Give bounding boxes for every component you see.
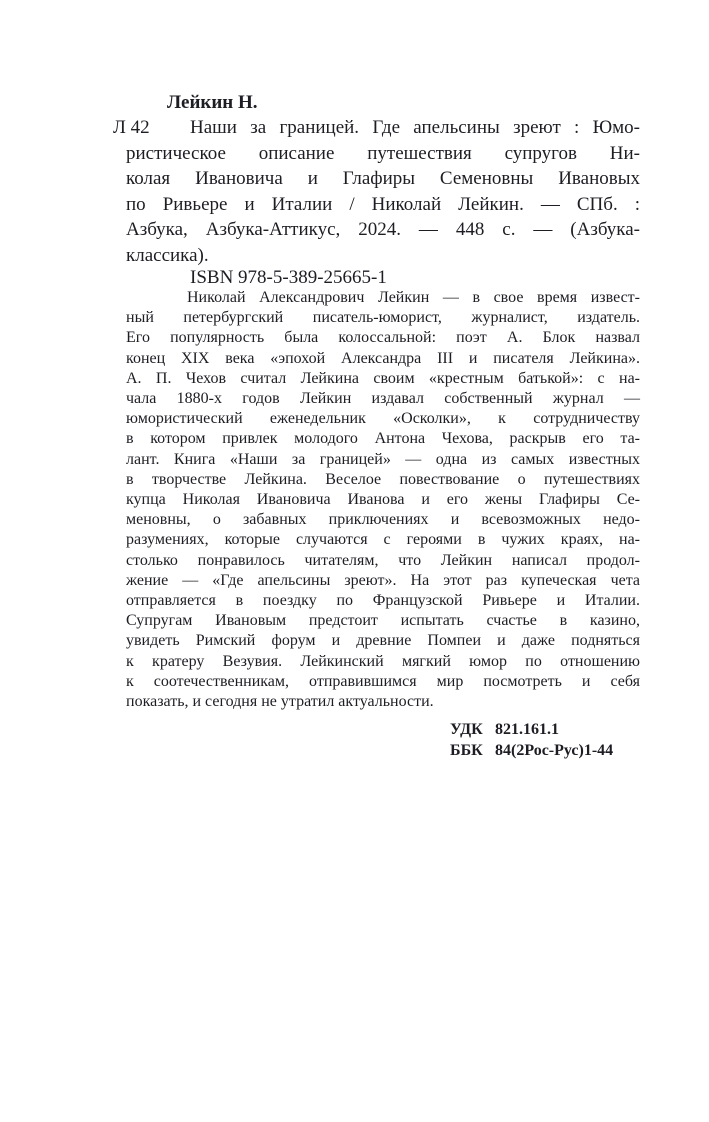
- text-line: ный петербургский писатель-юморист, журналист, издатель.: [126, 309, 640, 327]
- author-classification-mark: Л 42: [113, 117, 150, 138]
- text-line: Его популярность была колоссальной: поэт А. Блок назвал: [126, 329, 640, 347]
- text-line: ристическое описание путешествия супругов Ни-: [126, 142, 640, 164]
- udc-line: [450, 719, 613, 740]
- text-line: Азбука, Азбука-Аттикус, 2024. — 448 с. — (Азбука-: [126, 219, 640, 240]
- text-line: лант. Книга «Наши за границей» — одна из самых известных: [126, 450, 640, 468]
- text-line: купца Николая Ивановича Иванова и его жены Глафиры Се-: [126, 491, 640, 509]
- text-line: юмористический еженедельник «Осколки», к сотрудничеству: [126, 410, 640, 428]
- text-line: разумениях, которые случаются с героями в чужих краях, на-: [126, 531, 640, 549]
- classification-block: [450, 719, 613, 761]
- isbn: ISBN 978-5-389-25665-1: [190, 267, 387, 288]
- bbk-label: ББК: [450, 742, 483, 759]
- bbk-value: 84(2Рос-Рус)1-44: [495, 742, 614, 759]
- text-line: к соотечественникам, отправившимся мир посмотреть и себя: [126, 672, 640, 690]
- text-line: Наши за границей. Где апельсины зреют : Юмо-: [190, 117, 640, 138]
- text-line: жение — «Где апельсины зреют». На этот раз купеческая чета: [126, 571, 640, 589]
- bbk-line: [450, 740, 613, 761]
- udc-label: УДК: [450, 721, 483, 738]
- annotation-paragraph: [126, 288, 640, 712]
- text-line: классика).: [126, 244, 209, 266]
- text-line: Супругам Ивановым предстоит испытать счастье в казино,: [126, 612, 640, 630]
- text-line: конец XIX века «эпохой Александра III и писателя Лейкина».: [126, 349, 640, 367]
- text-line: меновны, о забавных приключениях и всевозможных недо-: [126, 511, 640, 529]
- text-line: показать, и сегодня не утратил актуальности.: [126, 693, 434, 711]
- text-line: столько понравилось читателям, что Лейкин написал продол-: [126, 551, 640, 569]
- text-line: колая Ивановича и Глафиры Семеновны Ивановых: [126, 168, 640, 189]
- bibliographic-entry: [126, 115, 640, 268]
- text-line: А. П. Чехов считал Лейкина своим «крестным батькой»: с на-: [126, 369, 640, 387]
- text-line: увидеть Римский форум и древние Помпеи и даже подняться: [126, 632, 640, 650]
- text-line: в котором привлек молодого Антона Чехова, раскрыв его та-: [126, 430, 640, 448]
- author-heading: Лейкин Н.: [167, 92, 258, 113]
- text-line: отправляется в поездку по Французской Ривьере и Италии.: [126, 592, 640, 610]
- text-line: по Ривьере и Италии / Николай Лейкин. — СПб. :: [126, 193, 640, 215]
- text-line: в творчестве Лейкина. Веселое повествование о путешествиях: [126, 470, 640, 488]
- udc-value: 821.161.1: [495, 721, 559, 738]
- text-line: чала 1880-х годов Лейкин издавал собственный журнал —: [126, 390, 640, 408]
- text-line: к кратеру Везувия. Лейкинский мягкий юмор по отношению: [126, 652, 640, 670]
- text-line: Николай Александрович Лейкин — в свое время извест-: [187, 289, 640, 306]
